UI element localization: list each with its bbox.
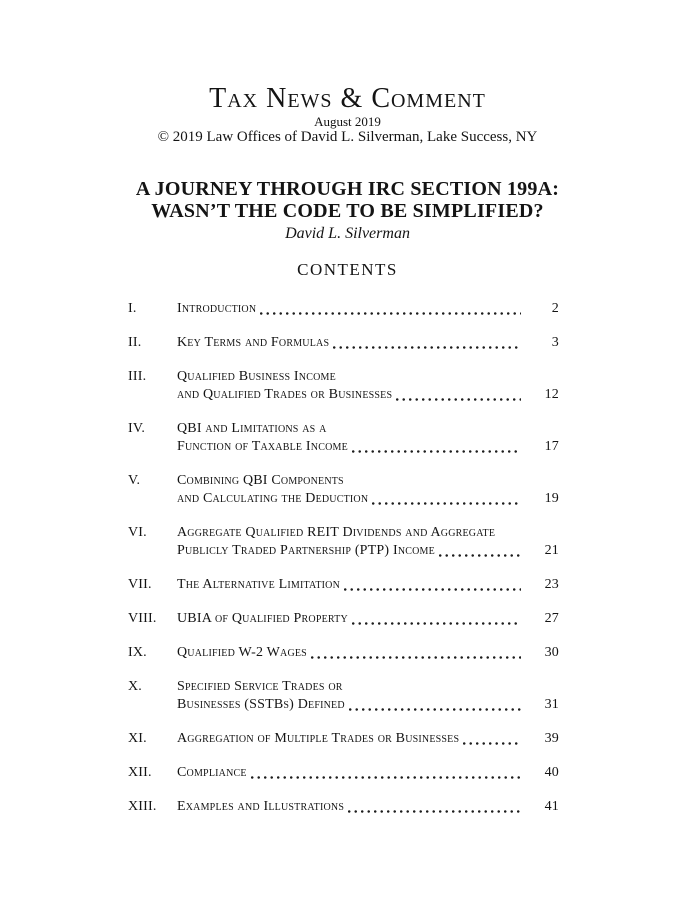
toc-page-number: 31 — [544, 697, 559, 712]
toc-entry-text: QBI and Limitations as a — [177, 421, 327, 436]
toc-entry — [128, 576, 559, 594]
dot-leader — [396, 398, 521, 401]
toc-roman-numeral: VII. — [128, 577, 152, 592]
toc-entry-text: Introduction — [177, 301, 257, 316]
toc-roman-numeral: XIII. — [128, 799, 157, 814]
toc-entry-text: and Calculating the Deduction — [177, 491, 369, 506]
toc-entry-text: Combining QBI Components — [177, 473, 344, 488]
masthead-title: Tax News & Comment — [209, 83, 486, 114]
toc-entry-title — [177, 730, 524, 748]
toc-entry-title — [177, 678, 524, 714]
copyright-line: © 2019 Law Offices of David L. Silverman, Lake Success, NY — [157, 129, 538, 145]
dot-leader — [463, 742, 521, 745]
toc-entry — [128, 368, 559, 404]
article-title-line-2: WASN’T THE CODE TO BE SIMPLIFIED? — [151, 200, 544, 222]
toc-entry — [128, 420, 559, 456]
toc-entry-text: Aggregation of Multiple Trades or Businesses — [177, 731, 460, 746]
author-byline: David L. Silverman — [285, 225, 410, 242]
toc-page-number: 39 — [544, 731, 559, 746]
toc-entry-text: Compliance — [177, 765, 247, 780]
toc-roman-numeral: X. — [128, 679, 143, 694]
dot-leader — [251, 776, 521, 779]
toc-entry — [128, 764, 559, 782]
toc-page-number: 27 — [544, 611, 559, 626]
toc-entry-title — [177, 334, 524, 352]
toc-entry-text: Publicly Traded Partnership (PTP) Income — [177, 543, 435, 558]
issue-date: August 2019 — [314, 114, 381, 129]
toc-entry — [128, 472, 559, 508]
toc-page-number: 41 — [544, 799, 559, 814]
article-title — [0, 178, 695, 222]
toc-entry-title — [177, 610, 524, 628]
toc-page-number: 40 — [544, 765, 559, 780]
toc-page-number: 2 — [551, 301, 559, 316]
toc-page-number: 23 — [544, 577, 559, 592]
dot-leader — [348, 810, 521, 813]
toc-entry-text: Key Terms and Formulas — [177, 335, 330, 350]
toc-entry-title — [177, 576, 524, 594]
toc-roman-numeral: XI. — [128, 731, 147, 746]
toc-roman-numeral: IV. — [128, 421, 146, 436]
toc-roman-numeral: III. — [128, 369, 147, 384]
toc-entry-text: and Qualified Trades or Businesses — [177, 387, 393, 402]
dot-leader — [352, 622, 521, 625]
toc-entry — [128, 300, 559, 318]
toc-entry-text: Qualified Business Income — [177, 369, 336, 384]
toc-entry-text: Examples and Illustrations — [177, 799, 345, 814]
toc-entry-text: UBIA of Qualified Property — [177, 611, 348, 626]
toc-roman-numeral: V. — [128, 473, 141, 488]
toc-page-number: 17 — [544, 439, 559, 454]
toc-entry-text: Specified Service Trades or — [177, 679, 343, 694]
toc-entry — [128, 334, 559, 352]
toc-roman-numeral: IX. — [128, 645, 147, 660]
toc-roman-numeral: VI. — [128, 525, 147, 540]
toc-entry-title — [177, 764, 524, 782]
toc-roman-numeral: II. — [128, 335, 142, 350]
toc-entry-title — [177, 420, 524, 456]
toc-roman-numeral: XII. — [128, 765, 152, 780]
dot-leader — [333, 346, 521, 349]
toc-entry — [128, 730, 559, 748]
toc-entry-title — [177, 300, 524, 318]
toc-entry — [128, 524, 559, 560]
contents-heading: CONTENTS — [297, 260, 398, 279]
dot-leader — [372, 502, 521, 505]
toc-page-number: 30 — [544, 645, 559, 660]
toc-entry — [128, 678, 559, 714]
toc-page-number: 3 — [551, 335, 559, 350]
dot-leader — [311, 656, 521, 659]
dot-leader — [439, 554, 521, 557]
toc-roman-numeral: VIII. — [128, 611, 157, 626]
table-of-contents — [128, 300, 559, 816]
dot-leader — [344, 588, 521, 591]
dot-leader — [349, 708, 521, 711]
toc-entry-text: The Alternative Limitation — [177, 577, 341, 592]
toc-entry-text: Qualified W-2 Wages — [177, 645, 307, 660]
toc-page-number: 12 — [544, 387, 559, 402]
toc-entry-title — [177, 524, 524, 560]
toc-page-number: 21 — [544, 543, 559, 558]
toc-entry-title — [177, 472, 524, 508]
toc-entry-title — [177, 798, 524, 816]
toc-entry-text: Function of Taxable Income — [177, 439, 348, 454]
toc-entry — [128, 798, 559, 816]
toc-entry — [128, 610, 559, 628]
dot-leader — [260, 312, 521, 315]
article-title-line-1: A JOURNEY THROUGH IRC SECTION 199A: — [135, 178, 560, 200]
toc-entry-text: Aggregate Qualified REIT Dividends and Aggregate — [177, 525, 496, 540]
toc-roman-numeral: I. — [128, 301, 137, 316]
toc-entry-text: Businesses (SSTBs) Defined — [177, 697, 345, 712]
toc-entry-title — [177, 368, 524, 404]
toc-entry-title — [177, 644, 524, 662]
toc-entry — [128, 644, 559, 662]
toc-page-number: 19 — [544, 491, 559, 506]
dot-leader — [352, 450, 521, 453]
